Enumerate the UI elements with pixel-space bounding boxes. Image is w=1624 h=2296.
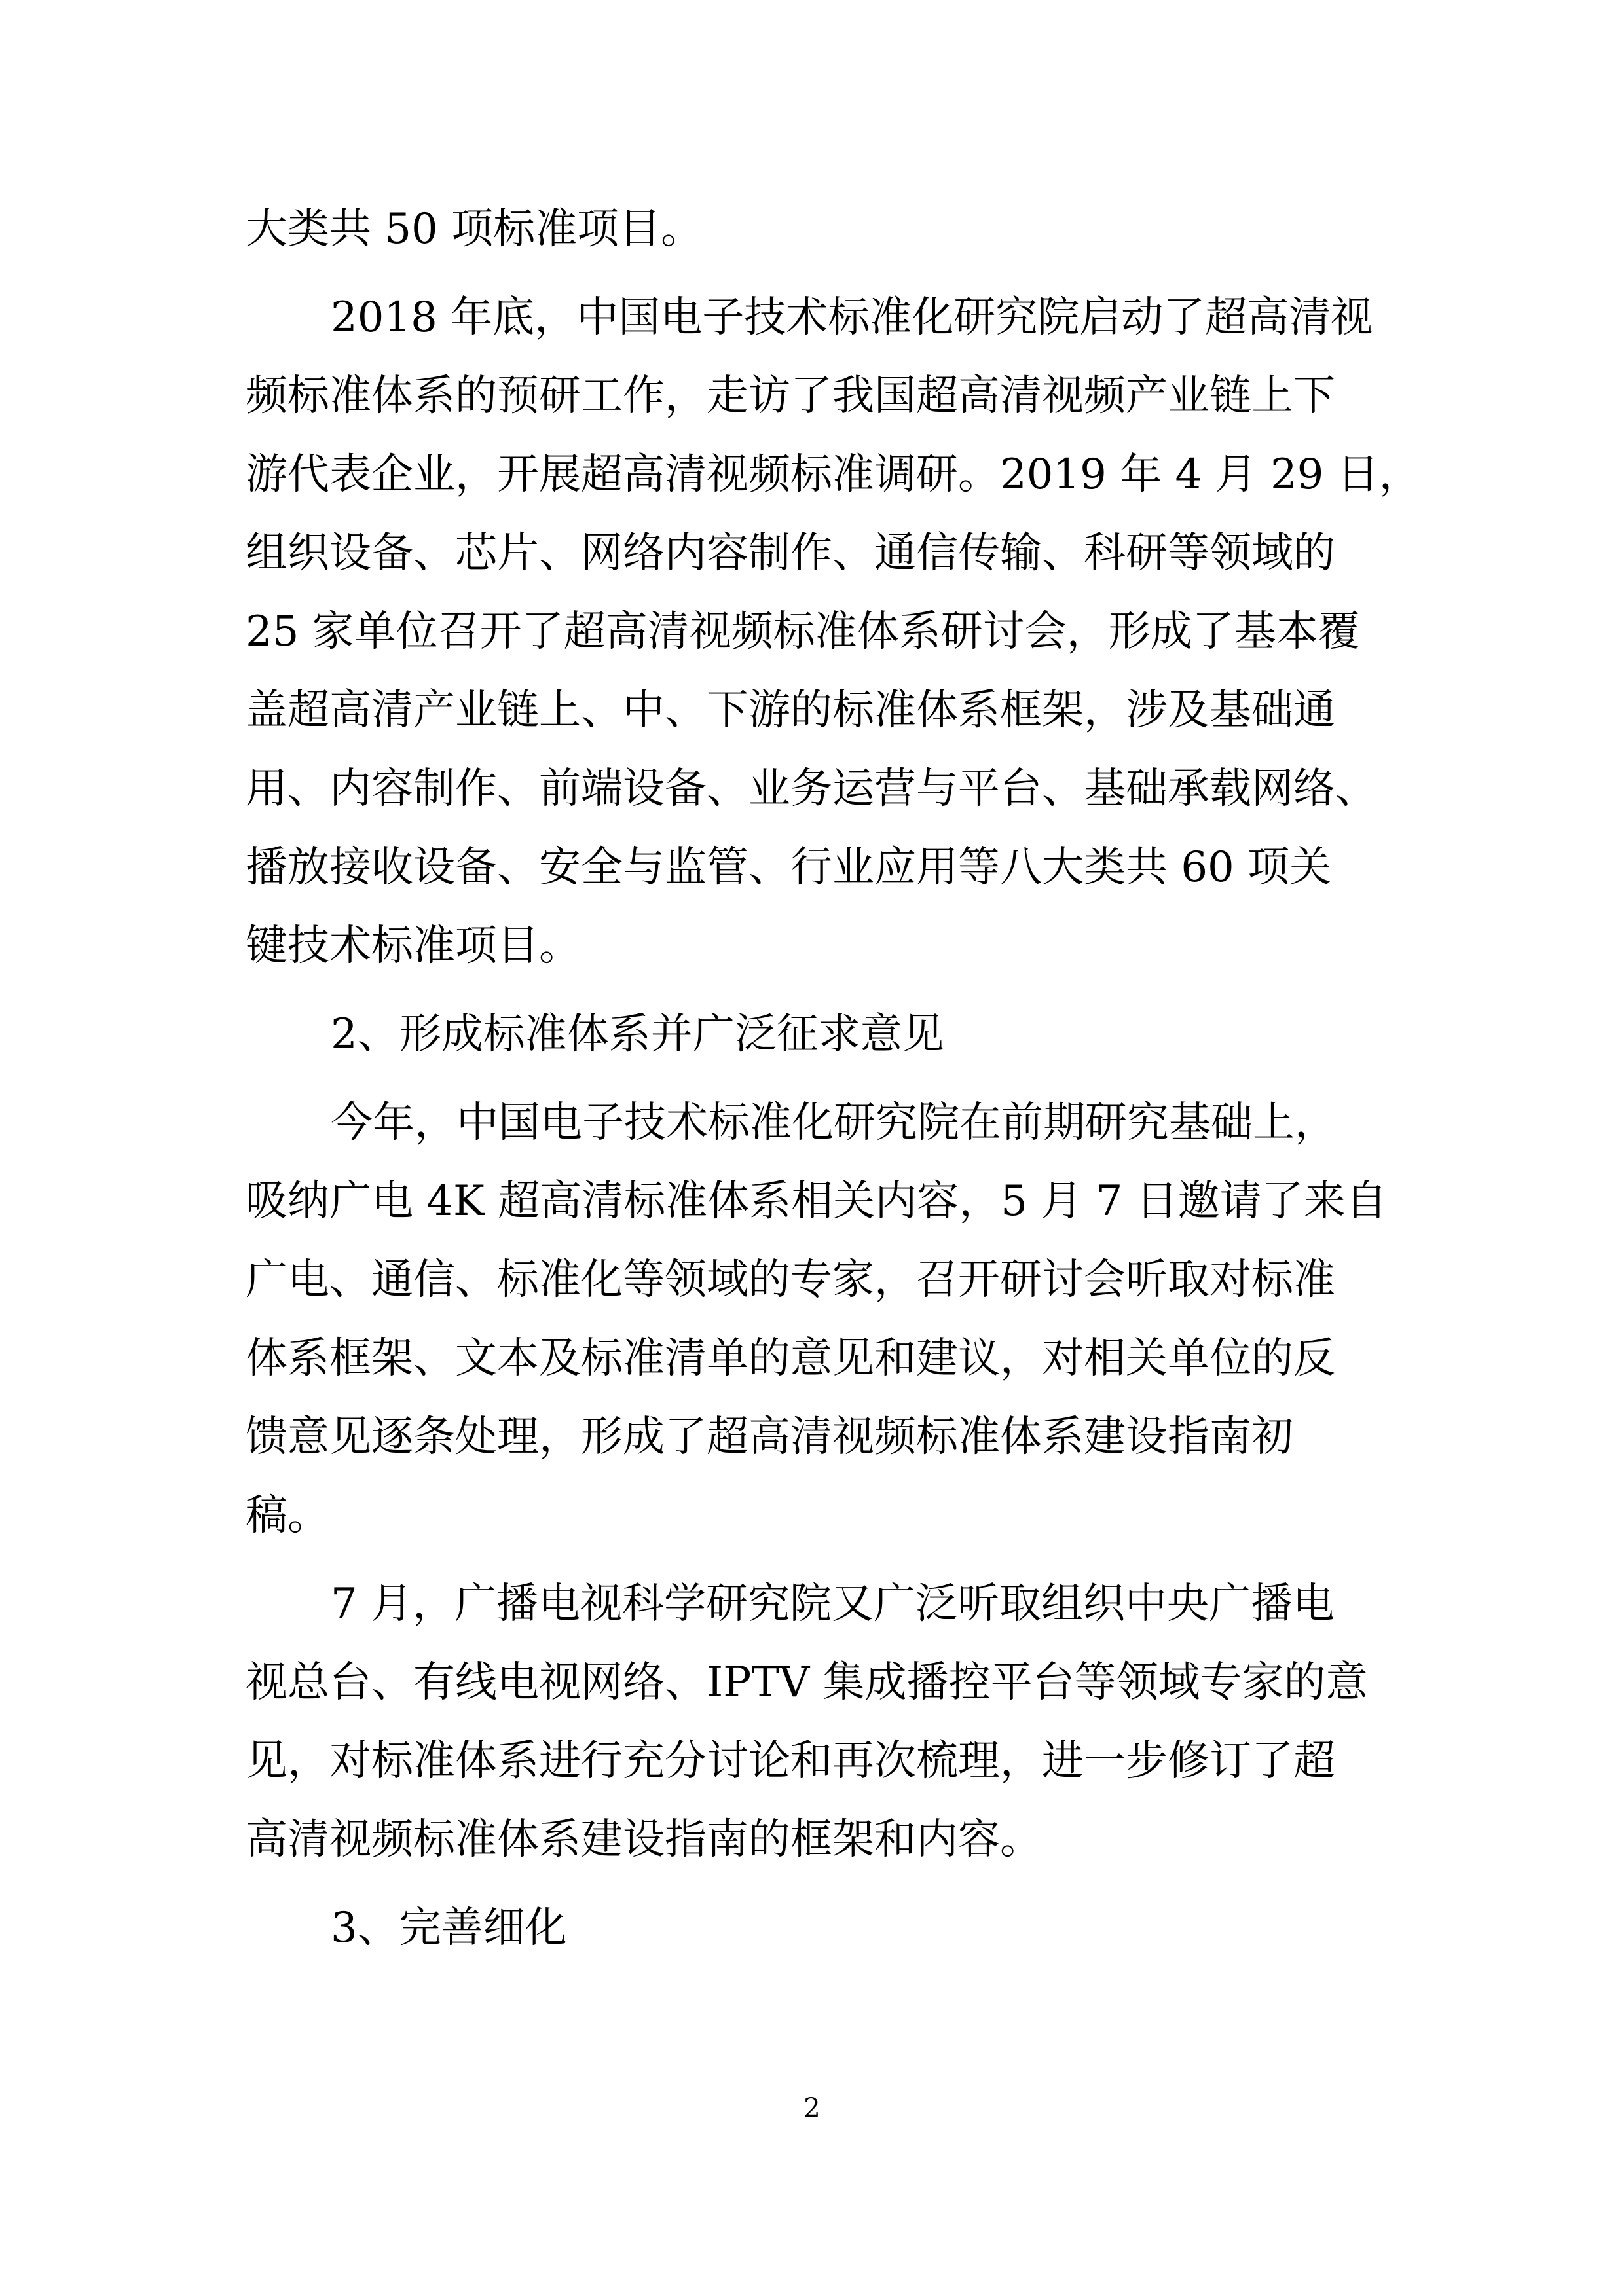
text-line-7: 盖超高清产业链上、中、下游的标准体系框架，涉及基础通 (246, 686, 1335, 735)
text-line-16: 馈意见逐条处理，形成了超高清视频标准体系建设指南初 (246, 1413, 1293, 1461)
text-line-15: 体系框架、文本及标准清单的意见和建议，对相关单位的反 (246, 1334, 1335, 1383)
text-line-14: 广电、通信、标准化等领域的专家，召开研讨会听取对标准 (246, 1256, 1335, 1304)
text-line-20: 见，对标准体系进行充分讨论和再次梳理，进一步修订了超 (246, 1737, 1335, 1785)
text-line-2: 2018 年底，中国电子技术标准化研究院启动了超高清视 (331, 293, 1373, 342)
text-line-18: 7 月，广播电视科学研究院又广泛听取组织中央广播电 (331, 1580, 1335, 1628)
text-line-8: 用、内容制作、前端设备、业务运营与平台、基础承载网络、 (246, 765, 1377, 813)
text-line-9: 播放接收设备、安全与监管、行业应用等八大类共 60 项关 (246, 843, 1332, 892)
text-line-6: 25 家单位召开了超高清视频标准体系研讨会，形成了基本覆 (246, 608, 1360, 656)
text-line-12: 今年，中国电子技术标准化研究院在前期研究基础上， (331, 1099, 1337, 1147)
text-line-10: 键技术标准项目。 (246, 922, 581, 970)
text-line-5: 组织设备、芯片、网络内容制作、通信传输、科研等领域的 (246, 529, 1335, 577)
text-line-19: 视总台、有线电视网络、IPTV 集成播控平台等领域专家的意 (246, 1658, 1368, 1707)
section-heading-2: 2、形成标准体系并广泛征求意见 (331, 1010, 944, 1059)
text-line-3: 频标准体系的预研工作，走访了我国超高清视频产业链上下 (246, 372, 1335, 420)
text-line-13: 吸纳广电 4K 超高清标准体系相关内容，5 月 7 日邀请了来自 (246, 1177, 1388, 1226)
text-line-4: 游代表企业，开展超高清视频标准调研。2019 年 4 月 29 日， (246, 450, 1421, 499)
text-line-21: 高清视频标准体系建设指南的框架和内容。 (246, 1815, 1042, 1864)
page-number: 2 (803, 2093, 821, 2123)
text-line-17: 稿。 (246, 1491, 329, 1540)
text-line-1: 大类共 50 项标准项目。 (246, 205, 703, 253)
section-heading-3: 3、完善细化 (331, 1904, 567, 1952)
